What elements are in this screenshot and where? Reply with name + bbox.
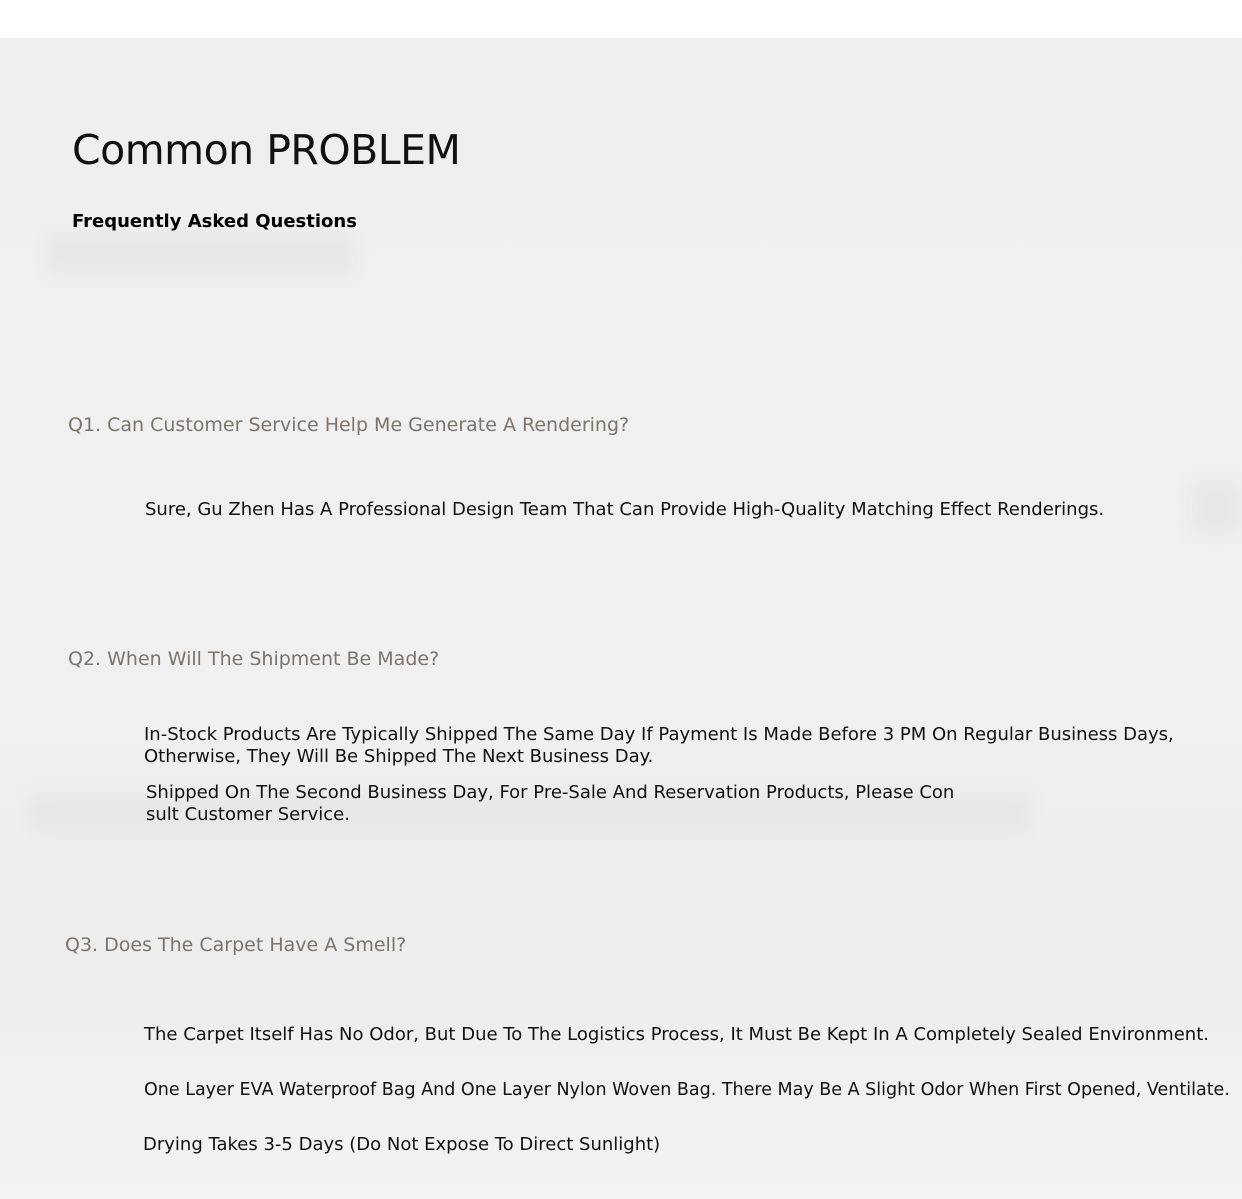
- faq-question-3: Q3. Does The Carpet Have A Smell?: [65, 934, 407, 956]
- faq-section: [0, 38, 1242, 1199]
- faq-answer-3-line-3: Drying Takes 3-5 Days (Do Not Expose To Direct Sunlight): [143, 1134, 661, 1155]
- faq-answer-1: Sure, Gu Zhen Has A Professional Design Team That Can Provide High-Quality Matching Effect Renderings.: [145, 499, 1105, 520]
- page-title: Common PROBLEM: [72, 126, 461, 174]
- page-subtitle: Frequently Asked Questions: [72, 211, 357, 232]
- faq-answer-2-line-4: sult Customer Service.: [146, 804, 350, 825]
- faq-answer-2-line-3: Shipped On The Second Business Day, For Pre-Sale And Reservation Products, Please Con: [146, 782, 955, 803]
- top-bar: [0, 0, 1242, 38]
- background-smudge: [48, 234, 353, 274]
- faq-answer-3-line-2: One Layer EVA Waterproof Bag And One Layer Nylon Woven Bag. There May Be A Slight Odor When First Opened, Ventilate.: [144, 1080, 1230, 1100]
- faq-answer-2-line-1: In-Stock Products Are Typically Shipped The Same Day If Payment Is Made Before 3 PM On Regular Business Days,: [144, 724, 1174, 745]
- faq-question-1: Q1. Can Customer Service Help Me Generate A Rendering?: [68, 414, 630, 436]
- background-smudge: [1190, 483, 1242, 533]
- faq-answer-3-line-1: The Carpet Itself Has No Odor, But Due To The Logistics Process, It Must Be Kept In A Completely Sealed Environment.: [144, 1024, 1209, 1045]
- faq-question-2: Q2. When Will The Shipment Be Made?: [68, 648, 440, 670]
- faq-answer-2-line-2: Otherwise, They Will Be Shipped The Next Business Day.: [144, 746, 654, 767]
